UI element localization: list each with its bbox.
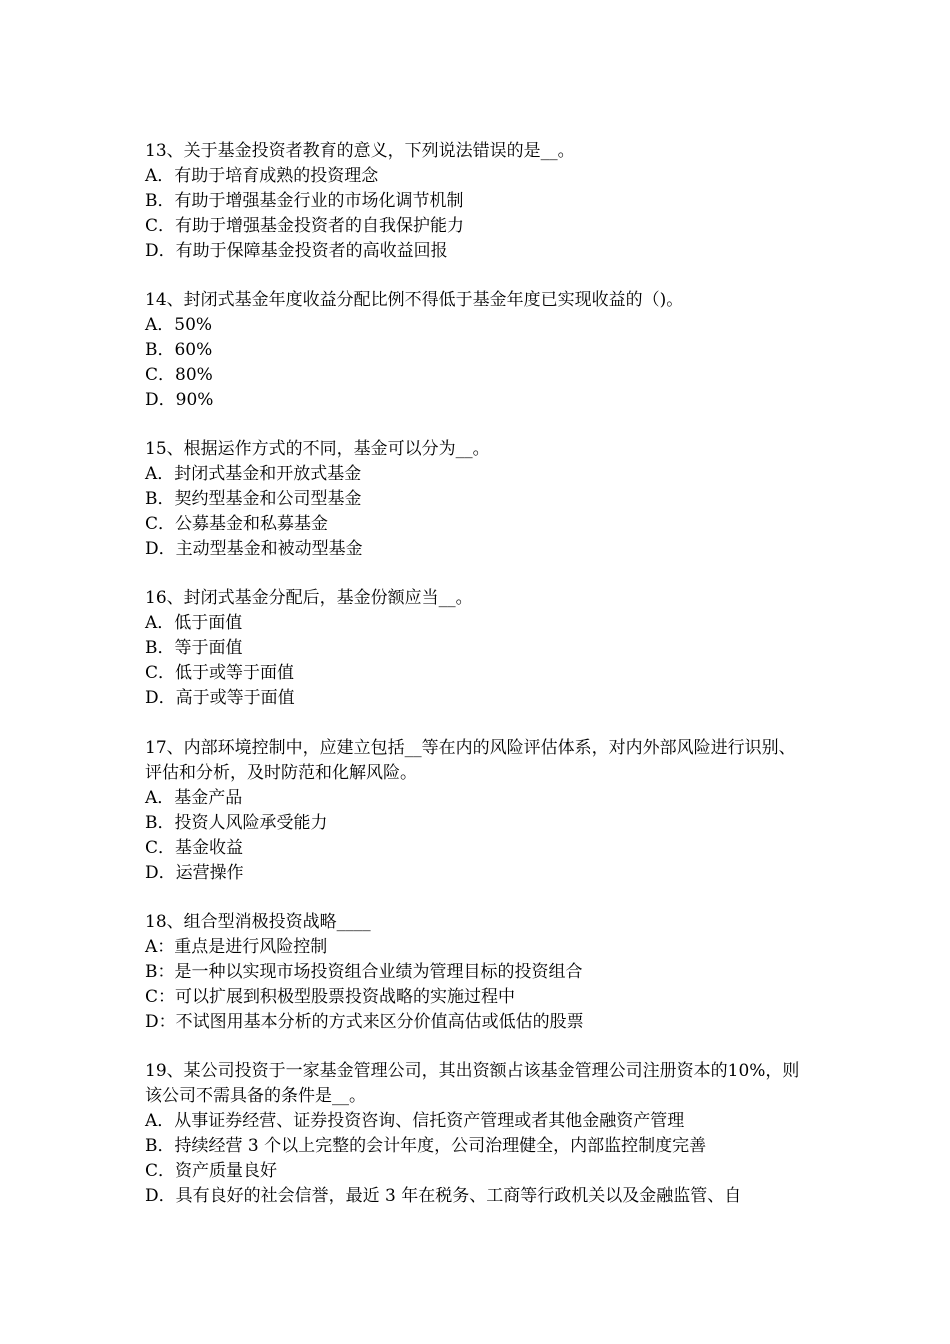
option-c: C：可以扩展到积极型股票投资战略的实施过程中 (145, 987, 516, 1007)
option-a: A．基金产品 (145, 788, 243, 808)
option-d: D．90% (145, 390, 214, 410)
option-b: B．60% (145, 340, 213, 360)
option-c: C．有助于增强基金投资者的自我保护能力 (145, 216, 465, 236)
option-d: D：不试图用基本分析的方式来区分价值高估或低估的股票 (145, 1012, 584, 1032)
option-a: A．低于面值 (145, 613, 243, 633)
question-stem: 14、封闭式基金年度收益分配比例不得低于基金年度已实现收益的（)。 (145, 290, 684, 310)
option-b: B．等于面值 (145, 638, 243, 658)
option-d: D．高于或等于面值 (145, 688, 295, 708)
option-b: B：是一种以实现市场投资组合业绩为管理目标的投资组合 (145, 962, 583, 982)
option-b: B．持续经营 3 个以上完整的会计年度，公司治理健全，内部监控制度完善 (145, 1136, 707, 1156)
option-a: A．有助于培育成熟的投资理念 (145, 166, 379, 186)
option-c: C．资产质量良好 (145, 1161, 278, 1181)
question-stem: 18、组合型消极投资战略____ (145, 912, 371, 932)
question-13 (145, 139, 810, 264)
option-a: A．50% (145, 315, 213, 335)
option-b: B．有助于增强基金行业的市场化调节机制 (145, 191, 464, 211)
option-a: A：重点是进行风险控制 (145, 937, 328, 957)
question-stem: 13、关于基金投资者教育的意义，下列说法错误的是__。 (145, 141, 575, 161)
option-d: D．有助于保障基金投资者的高收益回报 (145, 241, 448, 261)
option-d: D．运营操作 (145, 863, 244, 883)
question-14 (145, 288, 810, 413)
question-17 (145, 736, 810, 886)
question-stem: 15、根据运作方式的不同，基金可以分为__。 (145, 439, 490, 459)
option-c: C．低于或等于面值 (145, 663, 295, 683)
option-a: A．封闭式基金和开放式基金 (145, 464, 362, 484)
option-d: D．主动型基金和被动型基金 (145, 539, 363, 559)
question-stem: 16、封闭式基金分配后，基金份额应当__。 (145, 588, 473, 608)
question-stem: 17、内部环境控制中，应建立包括__等在内的风险评估体系，对内外部风险进行识别、评估和分析，及时防范和化解风险。 (145, 738, 796, 783)
question-stem: 19、某公司投资于一家基金管理公司，其出资额占该基金管理公司注册资本的10%，则该公司不需具备的条件是__。 (145, 1061, 800, 1106)
question-16 (145, 586, 810, 711)
option-b: B．契约型基金和公司型基金 (145, 489, 362, 509)
option-c: C．80% (145, 365, 213, 385)
option-b: B．投资人风险承受能力 (145, 813, 328, 833)
option-a: A．从事证券经营、证券投资咨询、信托资产管理或者其他金融资产管理 (145, 1111, 685, 1131)
question-18 (145, 910, 810, 1035)
option-c: C．基金收益 (145, 838, 244, 858)
question-19 (145, 1059, 810, 1209)
option-c: C．公募基金和私募基金 (145, 514, 329, 534)
question-15 (145, 437, 810, 562)
option-d: D．具有良好的社会信誉，最近 3 年在税务、工商等行政机关以及金融监管、自 (145, 1186, 742, 1206)
